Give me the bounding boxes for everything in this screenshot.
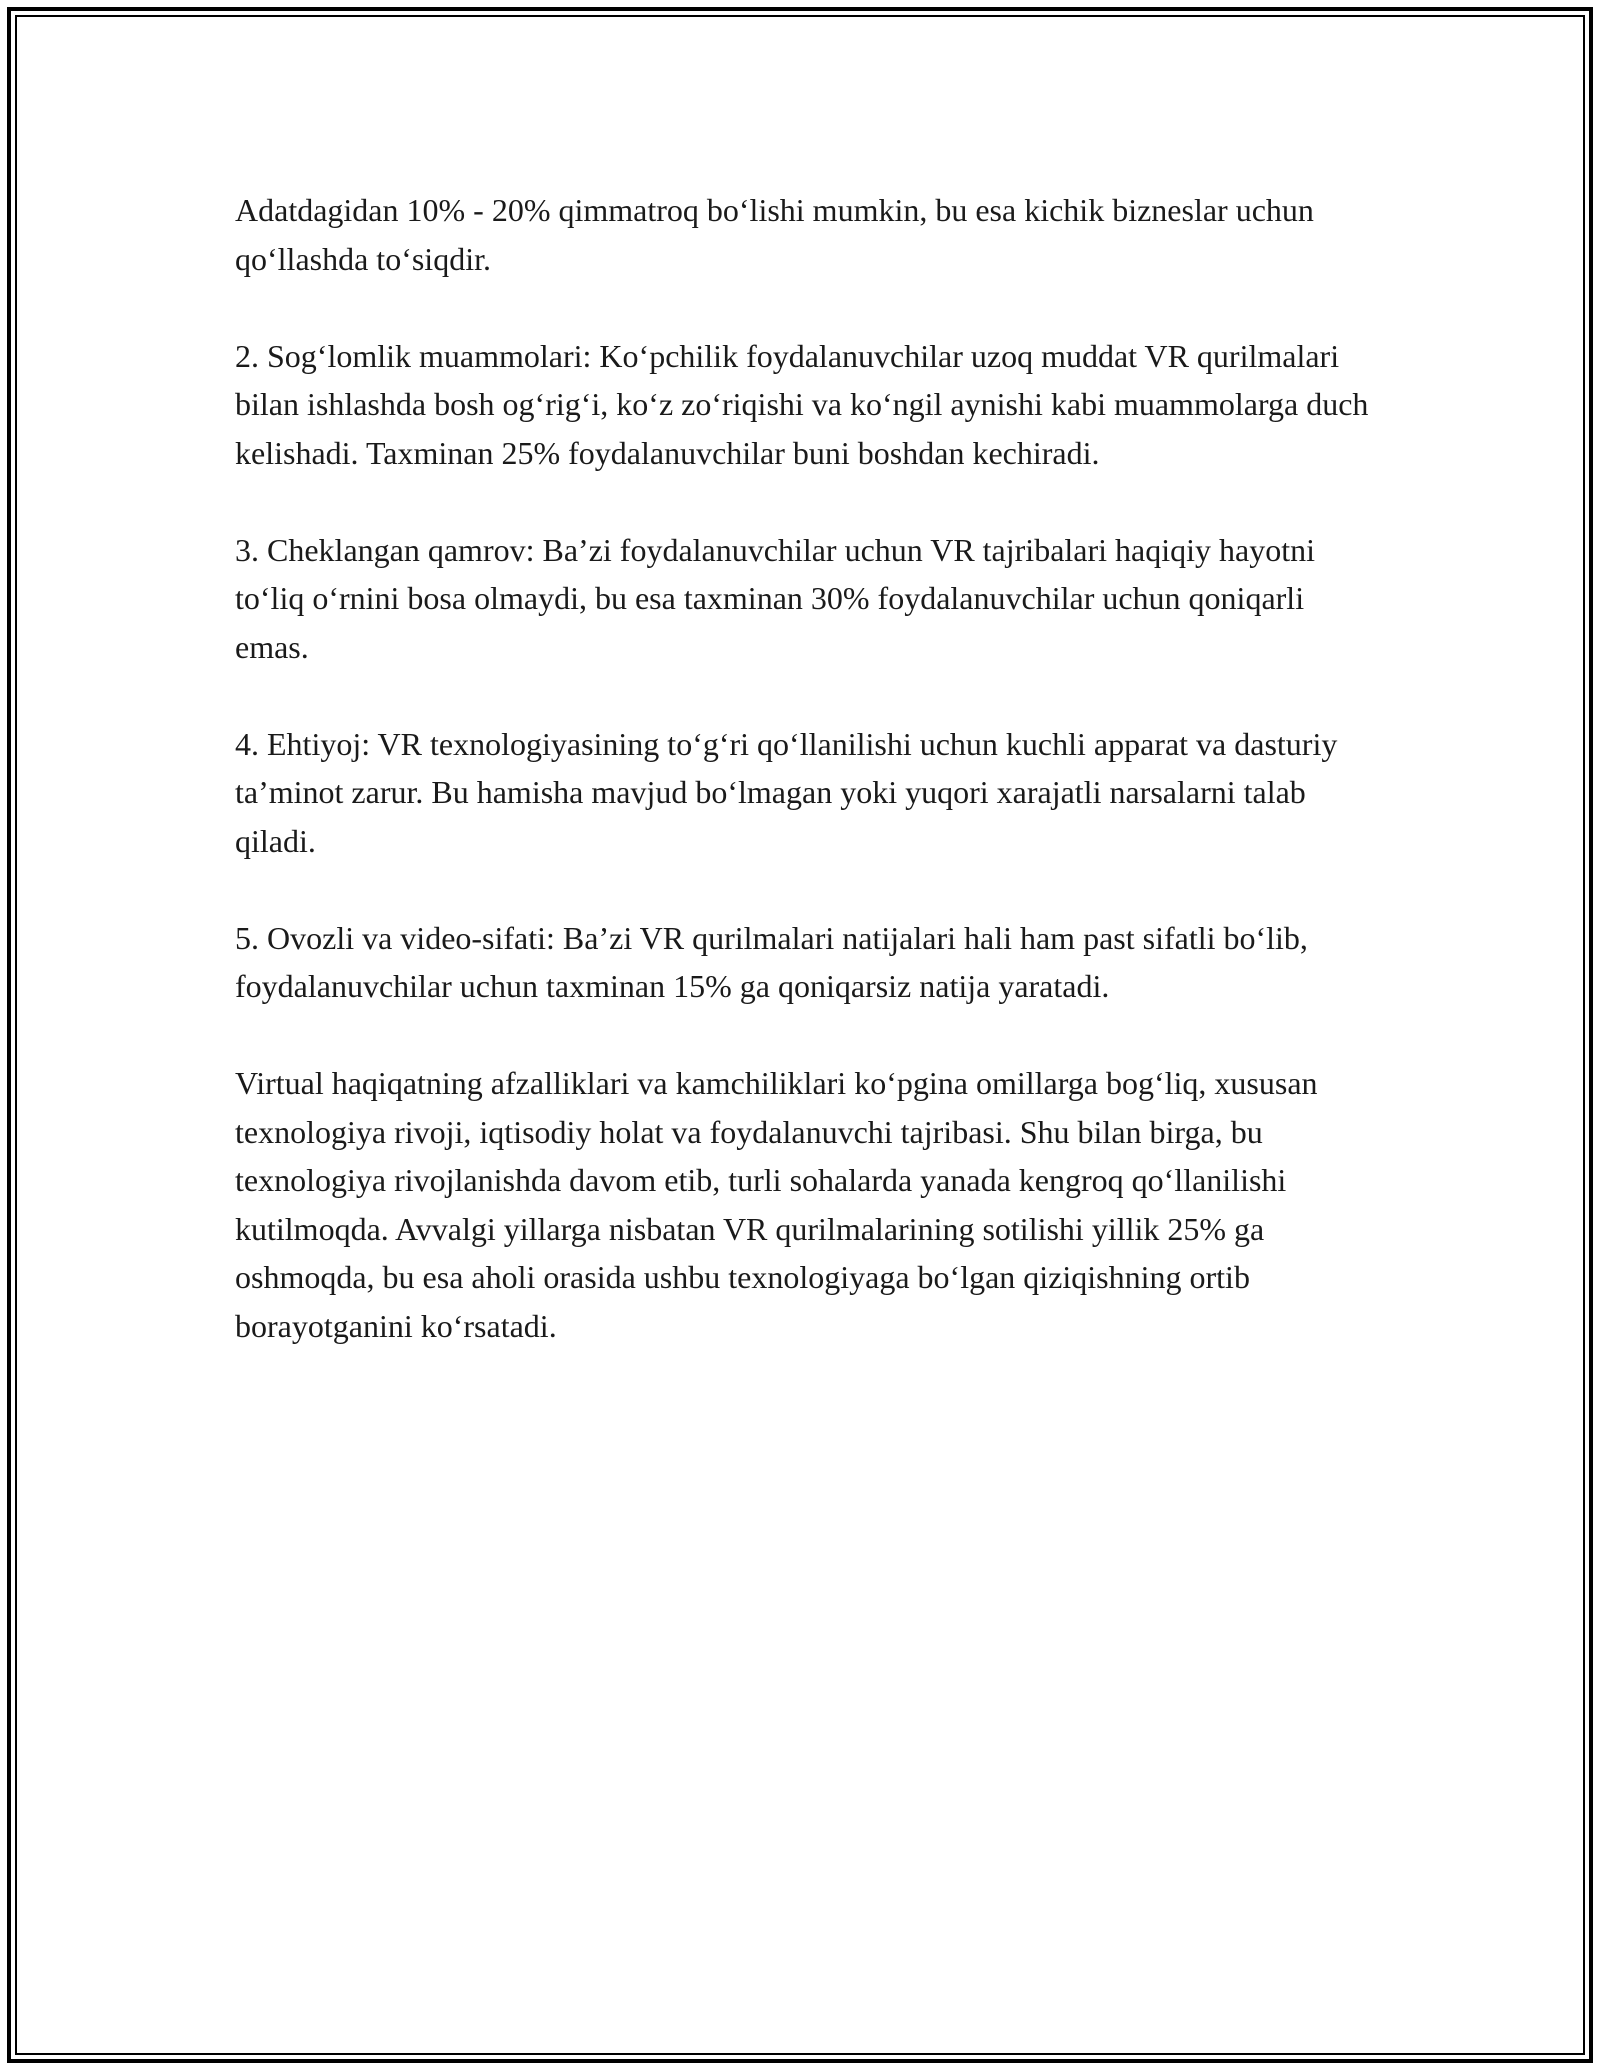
paragraph-health-issues: 2. Sog‘lomlik muammolari: Ko‘pchilik foydalanuvchilar uzoq muddat VR qurilmalari bilan ishlashda bosh og‘rig‘i, ko‘z zo‘riqishi va ko‘ngil aynishi kabi muammolarga duch kelishadi. Taxminan 25% foydalanuvchilar buni boshdan kechiradi. xyxy=(235,337,1369,471)
paragraph-conclusion: Virtual haqiqatning afzalliklari va kamchiliklari ko‘pgina omillarga bog‘liq, xususan texnologiya rivoji, iqtisodiy holat va foydalanuvchi tajribasi. Shu bilan birga, bu texnologiya rivojlanishda davom etib, turli sohalarda yanada kengroq qo‘llanilishi kutilmoqda. Avvalgi yillarga nisbatan VR qurilmalarining sotilishi yillik 25% ga oshmoqda, bu esa aholi orasida ushbu texnologiyaga bo‘lgan qiziqishning ortib borayotganini ko‘rsatadi. xyxy=(235,1065,1318,1344)
paragraph-limited-scope: 3. Cheklangan qamrov: Ba’zi foydalanuvchilar uchun VR tajribalari haqiqiy hayotni to‘liq o‘rnini bosa olmaydi, bu esa taxminan 30% foydalanuvchilar uchun qoniqarli emas. xyxy=(235,531,1315,665)
paragraph-cost-continuation: Adatdagidan 10% - 20% qimmatroq bo‘lishi mumkin, bu esa kichik bizneslar uchun qo‘llashda to‘siqdir. xyxy=(235,192,1314,277)
document-body xyxy=(235,186,1385,1350)
paragraph-audio-video-quality: 5. Ovozli va video-sifati: Ba’zi VR qurilmalari natijalari hali ham past sifatli bo‘lib, foydalanuvchilar uchun taxminan 15% ga qoniqarsiz natija yaratadi. xyxy=(235,919,1308,1004)
paragraph-requirements: 4. Ehtiyoj: VR texnologiyasining to‘g‘ri qo‘llanilishi uchun kuchli apparat va dasturiy ta’minot zarur. Bu hamisha mavjud bo‘lmagan yoki yuqori xarajatli narsalarni talab qiladi. xyxy=(235,725,1338,859)
